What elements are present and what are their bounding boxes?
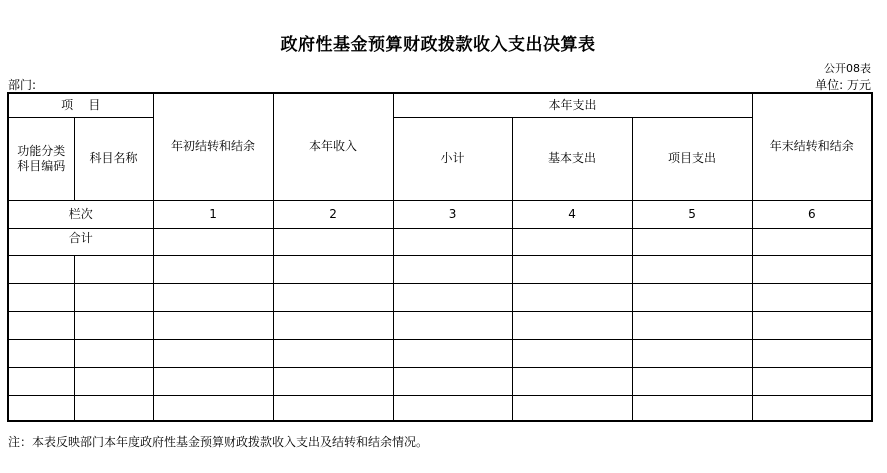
column-number: 4 bbox=[512, 200, 632, 228]
unit-label: 单位: 万元 bbox=[815, 78, 871, 92]
table-cell bbox=[393, 228, 512, 255]
table-row bbox=[8, 255, 872, 283]
column-number: 1 bbox=[153, 200, 273, 228]
header-closing-balance: 年末结转和结余 bbox=[752, 93, 872, 200]
header-subtotal: 小计 bbox=[393, 117, 512, 200]
column-number: 5 bbox=[632, 200, 752, 228]
header-basic-expense: 基本支出 bbox=[512, 117, 632, 200]
header-subject-name: 科目名称 bbox=[74, 117, 153, 200]
header-current-income: 本年收入 bbox=[273, 93, 393, 200]
table-row bbox=[8, 283, 872, 311]
department-label: 部门: bbox=[8, 78, 37, 92]
table-row bbox=[8, 367, 872, 395]
table-cell bbox=[632, 228, 752, 255]
header-item-group: 项 目 bbox=[8, 93, 153, 117]
table-row bbox=[8, 339, 872, 367]
total-label: 合计 bbox=[8, 228, 153, 255]
table-cell bbox=[512, 228, 632, 255]
table-cell bbox=[752, 228, 872, 255]
header-project-expense: 项目支出 bbox=[632, 117, 752, 200]
header-current-expense: 本年支出 bbox=[393, 93, 752, 117]
table-row bbox=[8, 311, 872, 339]
column-number: 6 bbox=[752, 200, 872, 228]
table-row bbox=[8, 395, 872, 421]
header-func-code: 功能分类科目编码 bbox=[8, 117, 74, 200]
budget-table bbox=[7, 92, 873, 422]
column-number: 3 bbox=[393, 200, 512, 228]
table-cell bbox=[153, 228, 273, 255]
table-cell bbox=[273, 228, 393, 255]
footnote: 注：本表反映部门本年度政府性基金预算财政拨款收入支出及结转和结余情况。 bbox=[8, 435, 429, 449]
header-opening-balance: 年初结转和结余 bbox=[153, 93, 273, 200]
table-code: 公开08表 bbox=[824, 62, 871, 75]
column-number: 2 bbox=[273, 200, 393, 228]
page-title: 政府性基金预算财政拨款收入支出决算表 bbox=[280, 35, 596, 55]
column-index-label: 栏次 bbox=[8, 200, 153, 228]
